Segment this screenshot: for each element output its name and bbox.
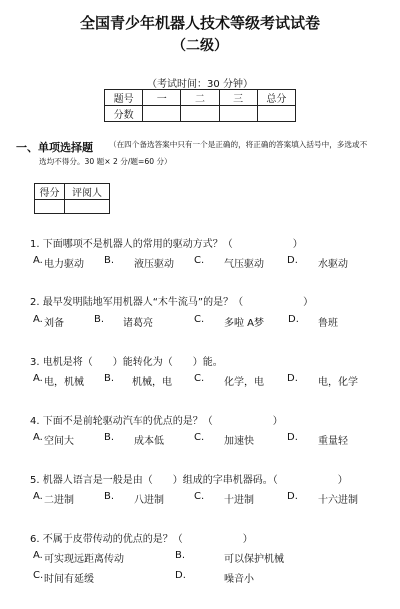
option-text: 二进制 — [44, 495, 74, 506]
option-text: 水驱动 — [318, 259, 348, 270]
score-table-cell: 三 — [219, 90, 257, 106]
option-key: B. — [94, 314, 105, 325]
option-text: 电，机械 — [44, 377, 84, 388]
question-text: 1. 下面哪项不是机器人的常用的驱动方式？（ ） — [30, 239, 303, 250]
option-text: 空间大 — [44, 436, 74, 447]
score-table-cell: 二 — [181, 90, 219, 106]
option-text: 十六进制 — [318, 495, 358, 506]
option-text: 电，化学 — [318, 377, 358, 388]
option-key: C. — [194, 255, 205, 266]
grader-table — [34, 183, 110, 214]
exam-level: （二级） — [172, 38, 228, 54]
section-number: 一、 — [16, 141, 38, 154]
option-key: D. — [288, 314, 299, 325]
section-instruction-line2: 选均不得分。30 题× 2 分/题=60 分） — [39, 157, 172, 166]
option-key: C. — [194, 491, 205, 502]
exam-time: （考试时间：30 分钟） — [147, 79, 253, 90]
option-key: C. — [194, 314, 205, 325]
option-key: B. — [175, 550, 186, 561]
option-key: D. — [175, 570, 186, 581]
option-text: 机械，电 — [132, 377, 172, 388]
option-key: A. — [33, 314, 43, 325]
question-text: 6. 不属于皮带传动的优点的是？（ ） — [30, 534, 253, 545]
option-text: 时间有延缓 — [44, 574, 94, 585]
option-key: D. — [287, 432, 298, 443]
grader-table-blank-row — [35, 200, 110, 214]
section-instruction-line1: （在四个备选答案中只有一个是正确的，将正确的答案填入括号中，多选或不 — [109, 140, 368, 149]
option-text: 鲁班 — [318, 318, 338, 329]
exam-title: 全国青少年机器人技术等级考试试卷 — [79, 14, 320, 32]
option-key: B. — [104, 373, 115, 384]
option-text: 诸葛亮 — [123, 318, 153, 329]
grader-table-blank-cell[interactable] — [35, 200, 65, 214]
option-key: A. — [33, 491, 43, 502]
score-table-cell: 题号 — [105, 90, 143, 106]
score-table-blank-cell[interactable] — [219, 106, 257, 122]
question-text: 4. 下面不是前轮驱动汽车的优点的是？（ ） — [30, 416, 283, 427]
grader-table-header-row — [35, 184, 110, 200]
option-text: 可以保护机械 — [224, 554, 284, 565]
option-text: 成本低 — [134, 436, 164, 447]
score-table-blank-cell[interactable] — [181, 106, 219, 122]
option-text: 化学，电 — [224, 377, 264, 388]
option-key: A. — [33, 550, 43, 561]
option-text: 电力驱动 — [44, 259, 84, 270]
option-text: 噪音小 — [224, 574, 254, 585]
score-table-blank-cell[interactable] — [143, 106, 181, 122]
option-key: C. — [33, 570, 44, 581]
option-text: 刘备 — [44, 318, 64, 329]
score-table-cell: 总分 — [257, 90, 295, 106]
question-text: 5. 机器人语言是一般是由（ ）组成的字串机器码。（ ） — [30, 475, 348, 486]
option-text: 加速快 — [224, 436, 254, 447]
option-key: A. — [33, 373, 43, 384]
score-table-blank-cell[interactable] — [257, 106, 295, 122]
question-text: 3. 电机是将（ ）能转化为（ ）能。 — [30, 357, 223, 368]
option-key: D. — [287, 255, 298, 266]
option-key: B. — [104, 491, 115, 502]
grader-table-blank-cell[interactable] — [64, 200, 109, 214]
score-table-header-row — [105, 90, 296, 106]
section-title: 单项选择题 — [38, 141, 93, 154]
option-text: 多啦 A梦 — [224, 318, 265, 329]
option-key: C. — [194, 432, 205, 443]
grader-table-cell: 评阅人 — [64, 184, 109, 200]
score-table-cell: 一 — [143, 90, 181, 106]
option-key: A. — [33, 432, 43, 443]
option-key: B. — [104, 432, 115, 443]
option-key: D. — [287, 491, 298, 502]
option-key: B. — [104, 255, 115, 266]
question-text: 2. 最早发明陆地军用机器人“木牛流马”的是？（ ） — [30, 297, 314, 308]
score-table-cell: 分数 — [105, 106, 143, 122]
option-key: C. — [194, 373, 205, 384]
option-key: A. — [33, 255, 43, 266]
option-text: 十进制 — [224, 495, 254, 506]
score-table-score-row — [105, 106, 296, 122]
option-text: 重量轻 — [318, 436, 348, 447]
option-text: 八进制 — [134, 495, 164, 506]
option-text: 气压驱动 — [224, 259, 264, 270]
grader-table-cell: 得分 — [35, 184, 65, 200]
option-text: 液压驱动 — [134, 259, 174, 270]
score-table — [104, 89, 296, 122]
option-text: 可实现远距离传动 — [44, 554, 124, 565]
option-key: D. — [287, 373, 298, 384]
